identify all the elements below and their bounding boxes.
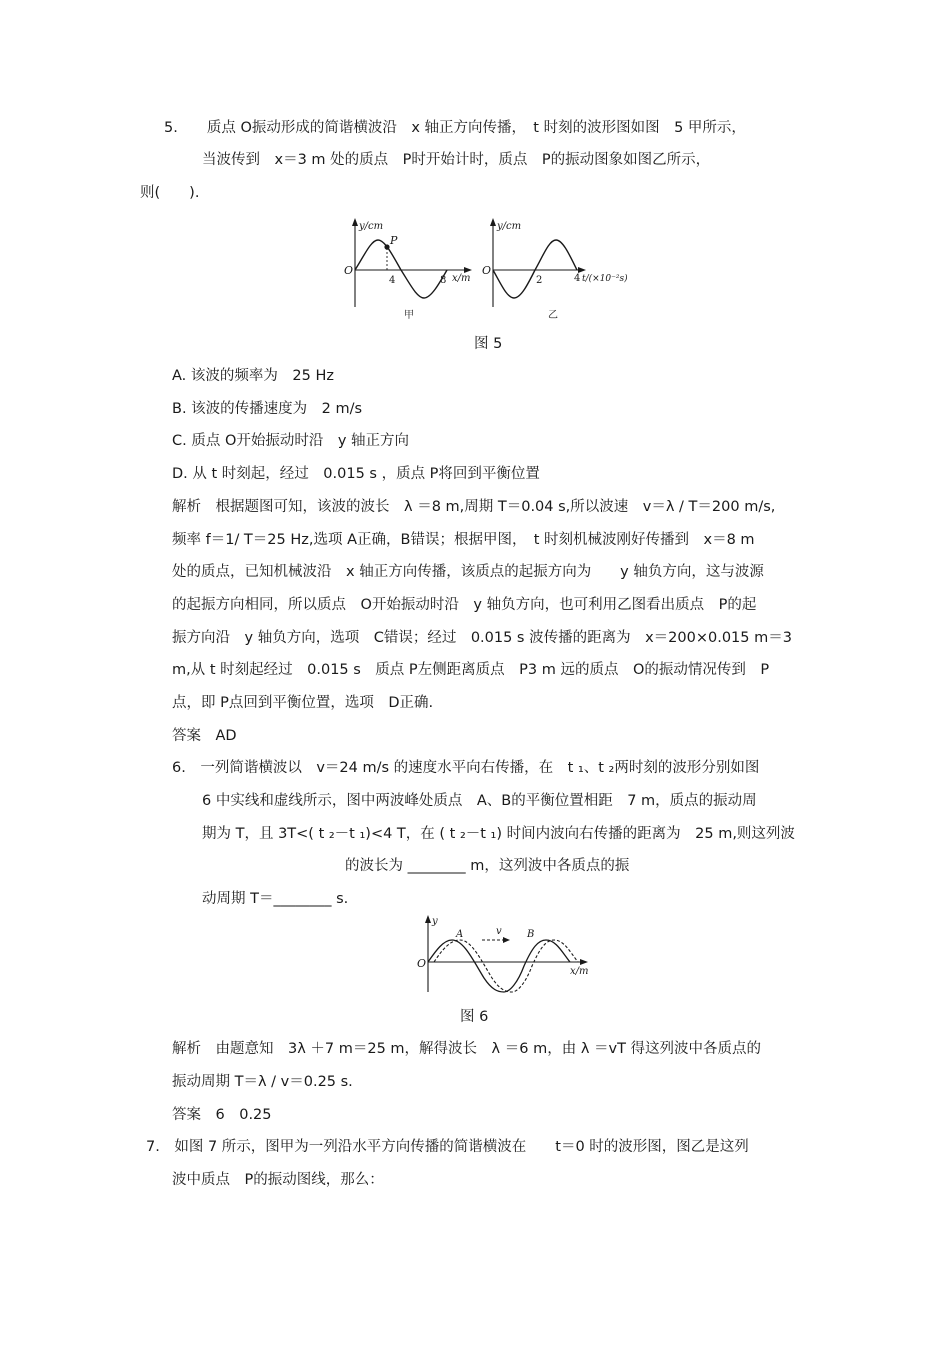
yi-graph-name: 乙 [548, 310, 558, 321]
dashed-wave-line [434, 940, 578, 992]
q6-stem-line-1: 6. 一列简谐横波以 v＝24 m/s 的速度水平向右传播，在 t ₁、t ₂两时刻的波形分别如图 [172, 760, 760, 776]
q5-option-a: A. 该波的频率为 25 Hz [172, 368, 334, 384]
jia-tick-4: 4 [389, 275, 396, 286]
point-b-label: B [527, 929, 535, 940]
figure-5-caption: 图 5 [474, 336, 503, 352]
point-a-label: A [456, 929, 464, 940]
q5-stem-line-2: 当波传到 x＝3 m 处的质点 P时开始计时，质点 P的振动图象如图乙所示， [202, 152, 711, 168]
q5-analysis-line-7: 点，即 P点回到平衡位置，选项 D正确. [172, 695, 434, 711]
q6-answer: 答案 6 0.25 [172, 1107, 272, 1123]
jia-y-axis-label: y/cm [359, 221, 384, 232]
jia-x-axis-label: x/m [452, 273, 471, 284]
jia-point-p-label: P [390, 234, 398, 247]
q6-analysis-line-2: 振动周期 T＝λ / v＝0.25 s. [172, 1074, 353, 1090]
solid-wave-line [428, 940, 570, 992]
yi-tick-4: 4 [574, 273, 581, 284]
q5-stem-line-3: 则( ). [140, 185, 200, 201]
q5-stem-line-1: 5. 质点 O振动形成的简谐横波沿 x 轴正方向传播， t 时刻的波形图如图 5 甲所示， [164, 120, 746, 136]
figure-5-yi-graph [482, 218, 628, 321]
q5-answer: 答案 AD [172, 728, 237, 744]
q6-stem-line-2: 6 中实线和虚线所示，图中两波峰处质点 A、B的平衡位置相距 7 m，质点的振动周 [202, 793, 757, 809]
yi-origin-label: O [482, 264, 492, 277]
q7-stem-line-2: 波中质点 P的振动图线，那么： [172, 1172, 384, 1188]
q5-analysis-line-4: 的起振方向相同，所以质点 O开始振动时沿 y 轴负方向，也可利用乙图看出质点 P的起 [172, 597, 757, 613]
fig6-origin-label: O [417, 957, 427, 970]
fig6-y-axis-label: y [432, 916, 438, 927]
figure-6 [410, 910, 596, 996]
velocity-label: v [496, 926, 502, 937]
figure-6-caption: 图 6 [460, 1009, 489, 1025]
q5-option-c: C. 质点 O开始振动时沿 y 轴正方向 [172, 433, 410, 449]
q5-analysis-line-5: 振方向沿 y 轴负方向，选项 C错误；经过 0.015 s 波传播的距离为 x＝200×0.015 m＝3 [172, 630, 792, 646]
q7-stem-line-1: 7. 如图 7 所示，图甲为一列沿水平方向传播的简谐横波在 t＝0 时的波形图，图乙是这列 [146, 1139, 749, 1155]
q5-option-b: B. 该波的传播速度为 2 m/s [172, 401, 363, 417]
q6-analysis-line-1: 解析 由题意知 3λ ＋7 m＝25 m，解得波长 λ ＝6 m，由 λ ＝vT 得这列波中各质点的 [172, 1041, 762, 1057]
fig6-x-axis-label: x/m [570, 966, 589, 977]
q6-stem-line-3: 期为 T，且 3T<( t ₂－t ₁)<4 T，在 ( t ₂－t ₁) 时间内波向右传播的距离为 25 m,则这列波 [202, 826, 795, 842]
velocity-arrow [503, 937, 510, 943]
jia-graph-name: 甲 [404, 310, 414, 321]
yi-tick-2: 2 [536, 275, 543, 286]
figure-5-jia-graph [344, 218, 472, 321]
jia-origin-label: O [344, 264, 354, 277]
q5-analysis-line-3: 处的质点，已知机械波沿 x 轴正方向传播，该质点的起振方向为 y 轴负方向，这与波源 [172, 564, 764, 580]
q6-stem-line-4: 的波长为 ________ m，这列波中各质点的振 [345, 858, 630, 874]
q5-option-d: D. 从 t 时刻起，经过 0.015 s ，质点 P将回到平衡位置 [172, 466, 540, 482]
q5-analysis-line-1: 解析 根据题图可知，该波的波长 λ ＝8 m,周期 T＝0.04 s,所以波速 v＝λ / T＝200 m/s, [172, 499, 776, 515]
q5-analysis-line-2: 频率 f＝1/ T＝25 Hz,选项 A正确，B错误；根据甲图， t 时刻机械波刚好传播到 x＝8 m [172, 532, 755, 548]
figure-5 [340, 212, 640, 324]
q6-stem-line-5: 动周期 T＝________ s. [202, 891, 349, 907]
point-p-marker [384, 244, 389, 249]
yi-x-axis-label: t/(×10⁻²s) [582, 274, 628, 284]
jia-tick-8: 8 [440, 275, 447, 286]
yi-y-axis-label: y/cm [497, 221, 522, 232]
q5-analysis-line-6: m,从 t 时刻起经过 0.015 s 质点 P左侧距离质点 P3 m 远的质点 O的振动情况传到 P [172, 662, 770, 678]
